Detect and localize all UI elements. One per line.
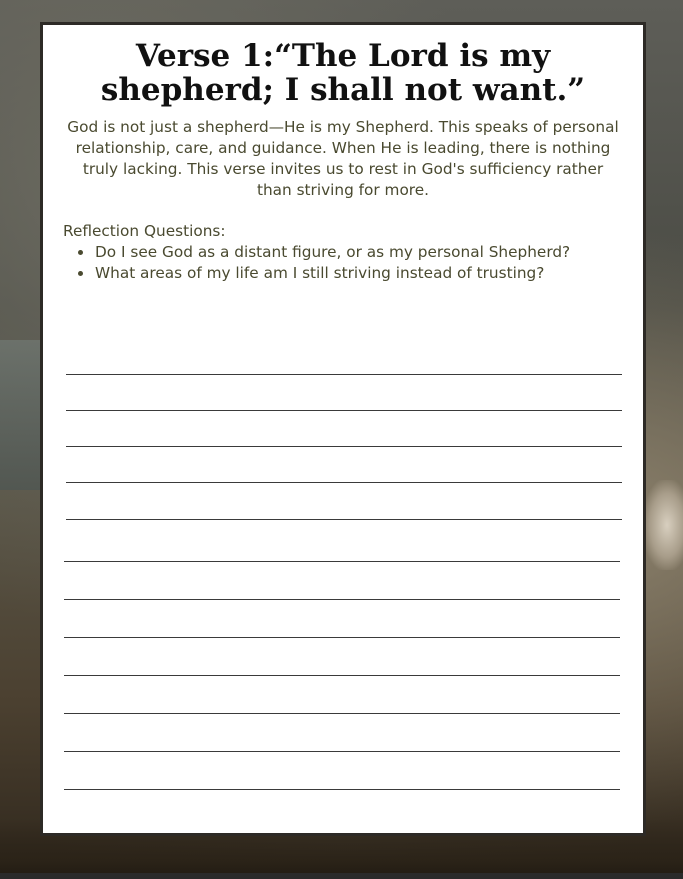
question-item: Do I see God as a distant figure, or as my personal Shepherd?	[95, 243, 571, 261]
bottom-edge	[0, 873, 683, 879]
question-item: What areas of my life am I still striving instead of trusting?	[95, 263, 570, 284]
writing-line	[64, 561, 620, 562]
reflection-label: Reflection Questions:	[63, 222, 226, 240]
writing-line	[64, 599, 620, 600]
worksheet-card	[40, 22, 646, 836]
writing-line	[66, 374, 622, 375]
writing-line	[64, 713, 620, 714]
writing-line	[66, 410, 622, 411]
writing-line	[66, 519, 622, 520]
verse-intro: God is not just a shepherd—He is my Shepherd. This speaks of personal relationship, care, and guidance. When He is leading, there is nothing truly lacking. This verse invites us to rest in God's sufficiency rather than striving for more.	[67, 118, 619, 199]
writing-line	[64, 637, 620, 638]
writing-line	[64, 675, 620, 676]
writing-line	[66, 482, 622, 483]
writing-line	[64, 751, 620, 752]
verse-title: Verse 1:“The Lord is my shepherd; I shall not want.”	[100, 38, 586, 108]
background-sheep	[643, 480, 683, 570]
writing-line	[66, 446, 622, 447]
writing-lines[interactable]	[43, 25, 643, 833]
writing-line	[64, 789, 620, 790]
